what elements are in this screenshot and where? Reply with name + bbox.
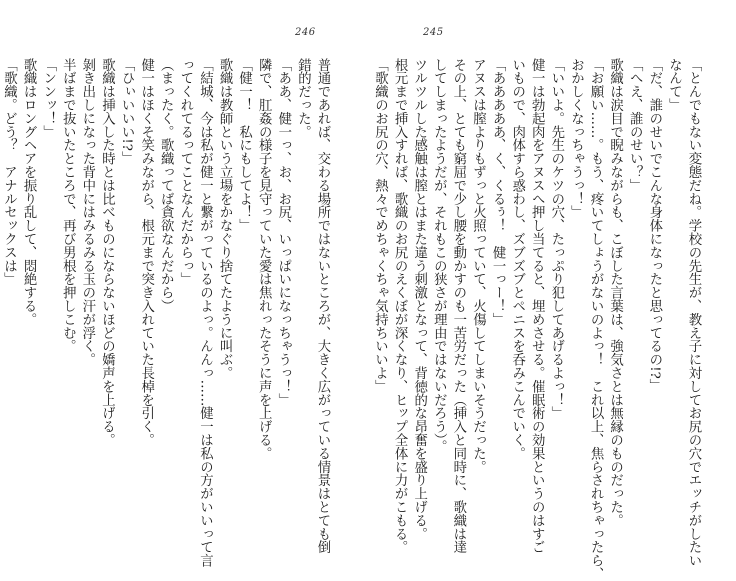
text-line: ってくれてるってことなんだからっ」 — [177, 58, 193, 286]
text-line: 「ひぃいいい!?」 — [119, 58, 135, 165]
text-line: 「結城、今は私が健一と繋がっているのよっ。んんっ……健一は私の方がいいって言 — [197, 58, 213, 568]
text-line: 「歌織。どう？ アナルセックスは」 — [1, 58, 17, 286]
text-line: （まったく。歌織ってば貪欲なんだから） — [158, 58, 174, 313]
text-line: おかしくなっちゃうっ！」 — [568, 58, 584, 219]
text-line: なんて」 — [666, 58, 682, 112]
text-line: してしまったようだが、それもこの狭さが理由ではないだろう）。 — [431, 58, 447, 454]
text-line: 「いいよ。先生のケツの穴、たっぷり犯してあげるよっ！」 — [548, 58, 564, 420]
text-line: 「ああ、健一っ、お、お尻、いっぱいになっちゃうっ！」 — [275, 58, 291, 407]
right-page — [368, 0, 736, 581]
text-line: いもので、肉体すら惑わし、ズブズブとペニスを呑みこんでいく。 — [509, 58, 525, 460]
text-line: 「歌織のお尻の穴、熱々でめちゃくちゃ気持ちいいよ」 — [372, 58, 388, 393]
text-line: 普通であれば、交わる場所ではないところが、大きく広がっている情景はとても倒 — [315, 58, 330, 554]
text-line: 歌織は挿入した時とは比べものにならないほどの嬌声を上げる。 — [99, 58, 115, 447]
text-line: 「とんでもない変態だね。学校の先生が、教え子に対してお尻の穴でエッチがしたい — [686, 58, 701, 568]
text-line: その上、とても窮屈で少し腰を動かすのも一苦労だった（挿入と同時に、歌織は達 — [450, 58, 466, 554]
page-number-right: 245 — [423, 27, 444, 38]
text-line: 錯的だった。 — [295, 58, 311, 139]
left-page-text — [1, 58, 332, 568]
text-line: 半ばまで抜いたところで、再び男根を押しこむ。 — [60, 58, 76, 353]
text-line: 「健一！ 私にもしてよ！」 — [236, 58, 252, 233]
right-page-text — [372, 58, 703, 581]
text-line: 歌織は教師という立場をかなぐり捨てたように叫ぶ。 — [217, 58, 233, 380]
text-line: 「ンンッ！」 — [40, 58, 56, 139]
left-page — [0, 0, 368, 568]
text-line: 「あああああ、く、くるぅ！ 健一っー！」 — [490, 58, 506, 326]
text-line: 「お願い……。もう、疼いてしょうがないのよっ！ これ以上、焦らされちゃったら、 — [588, 58, 604, 581]
page-number-left: 246 — [295, 27, 316, 38]
text-line: 「へえ、誰のせい？」 — [627, 58, 643, 192]
text-line: 根元まで挿入すれば、歌織のお尻のえくぼが深くなり、ヒップ全体に力がこもる。 — [392, 58, 408, 554]
text-line: 歌織はロングヘアを振り乱して、悶絶する。 — [21, 58, 37, 326]
text-line: ツルツルした感触は膣とはまた違う刺激となって、背徳的な昂奮を盛り上げる。 — [411, 58, 427, 541]
text-line: 健一は勃起肉をアヌスへ押し当てると、埋めさせる。催眠術の効果というのはすご — [529, 58, 545, 554]
text-line: 健一はほくそ笑みながら、根元まで突き入れていた長棹を引く。 — [138, 58, 154, 447]
text-line: アヌスは膣よりもずっと火照っていて、火傷してしまいそうだった。 — [470, 58, 486, 474]
text-line: 剝き出しになった背中にはみるみる玉の汗が浮く。 — [79, 58, 95, 367]
text-line: 歌織は涙目で睨みながらも、こぼした言葉は、強気さとは無縁のものだった。 — [607, 58, 623, 527]
text-line: 隣で、肛姦の様子を見守っていた愛は焦れったそうに声を上げる。 — [256, 58, 272, 460]
text-line: 「だ、誰のせいでこんな身体になったと思ってるの!?」 — [646, 58, 662, 393]
